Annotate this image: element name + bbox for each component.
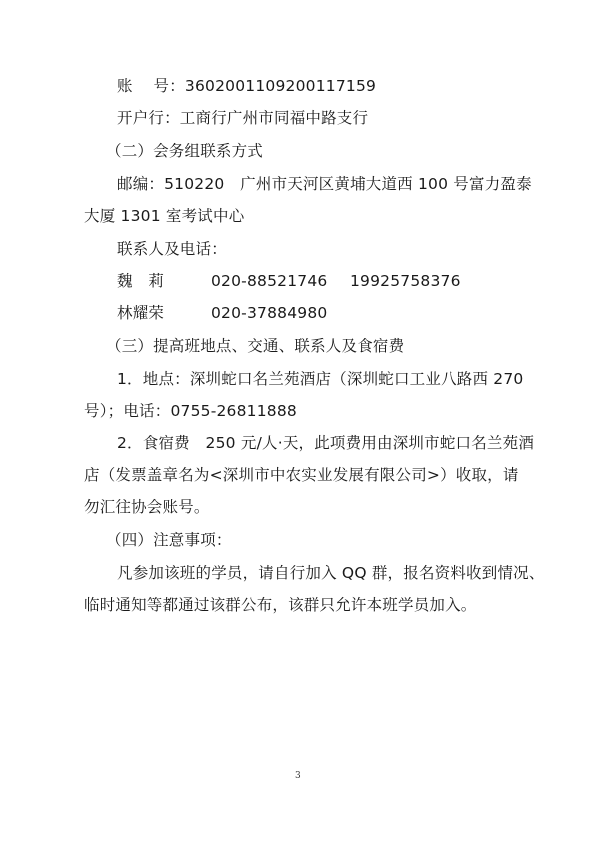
account-number-line: 账 号：3602001109200117159: [117, 77, 377, 95]
address-line-2: 大厦 1301 室考试中心: [84, 207, 245, 225]
contact-person-2-name: 林耀荣: [117, 304, 165, 322]
notes-line-2: 临时通知等都通过该群公布，该群只允许本班学员加入。: [84, 596, 477, 614]
bank-line: 开户行：工商行广州市同福中路支行: [117, 109, 369, 127]
venue-fee-line-2: 店（发票盖章名为<深圳市中农实业发展有限公司>）收取，请: [84, 466, 519, 484]
page-number: 3: [295, 771, 301, 781]
contact-person-1-name: 魏 莉: [117, 272, 165, 290]
contact-heading: （二）会务组联系方式: [106, 142, 264, 160]
contact-person-1-mobile: 19925758376: [350, 272, 461, 290]
venue-location-line-2: 号）；电话：0755-26811888: [84, 402, 297, 420]
venue-location-line-1: 1．地点：深圳蛇口名兰苑酒店（深圳蛇口工业八路西 270: [117, 370, 524, 388]
venue-fee-line-3: 勿汇往协会账号。: [84, 498, 210, 516]
venue-heading: （三）提高班地点、交通、联系人及食宿费: [106, 337, 405, 355]
address-line-1: 邮编：510220 广州市天河区黄埔大道西 100 号富力盈泰: [117, 175, 532, 193]
contact-person-1-phone: 020-88521746: [211, 272, 328, 290]
contact-person-2-phone: 020-37884980: [211, 304, 328, 322]
venue-fee-line-1: 2．食宿费 250 元/人·天，此项费用由深圳市蛇口名兰苑酒: [117, 434, 535, 452]
notes-line-1: 凡参加该班的学员，请自行加入 QQ 群，报名资料收到情况、: [117, 564, 545, 582]
phones-heading: 联系人及电话：: [117, 240, 227, 258]
notes-heading: （四）注意事项：: [106, 531, 232, 549]
